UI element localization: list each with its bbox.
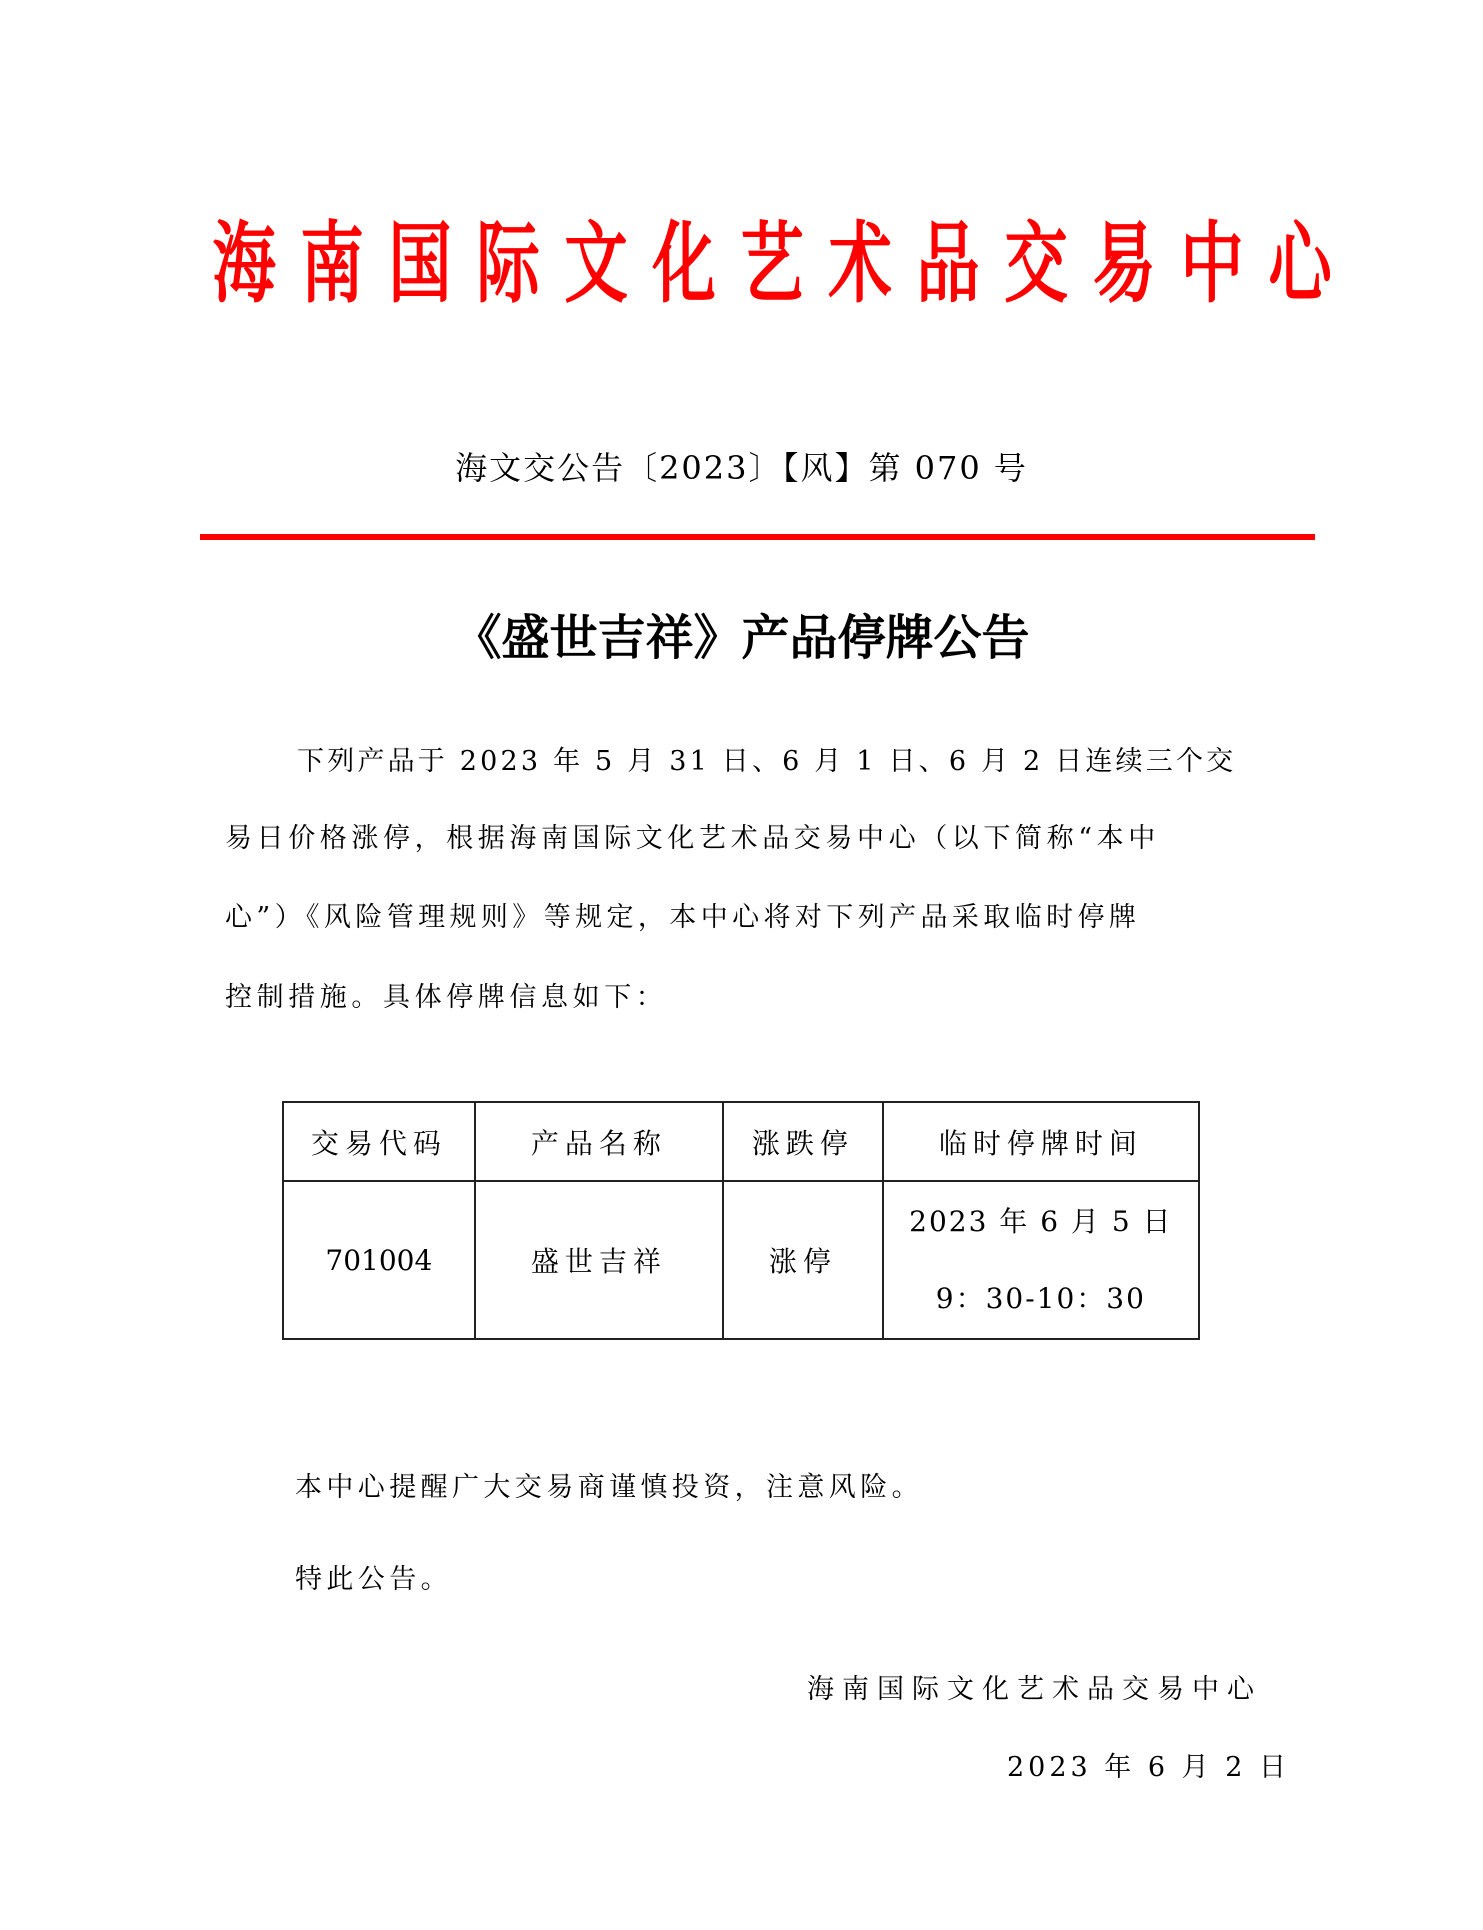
org-title-char: 易 (1092, 211, 1156, 315)
body-paragraph-line: 控制措施。具体停牌信息如下： (225, 982, 668, 1013)
org-title-char: 南 (300, 211, 364, 315)
org-title-char: 海 (212, 211, 276, 315)
header-suspension-time: 临时停牌时间 (883, 1102, 1199, 1181)
org-title-char: 化 (652, 211, 716, 315)
table-row (283, 1181, 1199, 1339)
header-trade-code: 交易代码 (283, 1102, 475, 1181)
header-limit: 涨跌停 (723, 1102, 883, 1181)
suspension-date: 2023 年 6 月 5 日 (909, 1205, 1173, 1238)
org-title-char: 心 (1268, 211, 1332, 315)
document-number: 海文交公告〔2023〕【风】第 070 号 (455, 449, 1028, 487)
body-paragraph-line: 下列产品于 2023 年 5 月 31 日、6 月 1 日、6 月 2 日连续三个交 (297, 746, 1237, 777)
org-title-char: 中 (1180, 211, 1244, 315)
org-title-char: 国 (388, 211, 452, 315)
signature-date: 2023 年 6 月 2 日 (1007, 1752, 1290, 1783)
signature-organization: 海南国际文化艺术品交易中心 (807, 1674, 1262, 1705)
org-title-char: 品 (916, 211, 980, 315)
notice-heading: 《盛世吉祥》产品停牌公告 (453, 610, 1030, 666)
org-title-char: 艺 (740, 211, 804, 315)
table-header-row (283, 1102, 1199, 1181)
org-title-char: 交 (1004, 211, 1068, 315)
org-title-char: 术 (828, 211, 892, 315)
closing-notice: 特此公告。 (295, 1564, 452, 1595)
org-title-char: 文 (564, 211, 628, 315)
cell-product-name: 盛世吉祥 (475, 1181, 723, 1339)
cell-suspension-time (883, 1181, 1199, 1339)
cell-limit: 涨停 (723, 1181, 883, 1339)
body-paragraph-line: 心”）《风险管理规则》等规定，本中心将对下列产品采取临时停牌 (225, 902, 1141, 933)
cell-trade-code: 701004 (283, 1181, 475, 1339)
org-title (200, 208, 1332, 318)
suspension-hours: 9：30-10：30 (935, 1282, 1146, 1315)
red-divider (200, 534, 1315, 540)
org-title-char: 际 (476, 211, 540, 315)
suspension-table (282, 1101, 1200, 1340)
risk-reminder: 本中心提醒广大交易商谨慎投资，注意风险。 (295, 1472, 923, 1503)
header-product-name: 产品名称 (475, 1102, 723, 1181)
body-paragraph-line: 易日价格涨停，根据海南国际文化艺术品交易中心（以下简称“本中 (225, 823, 1160, 854)
